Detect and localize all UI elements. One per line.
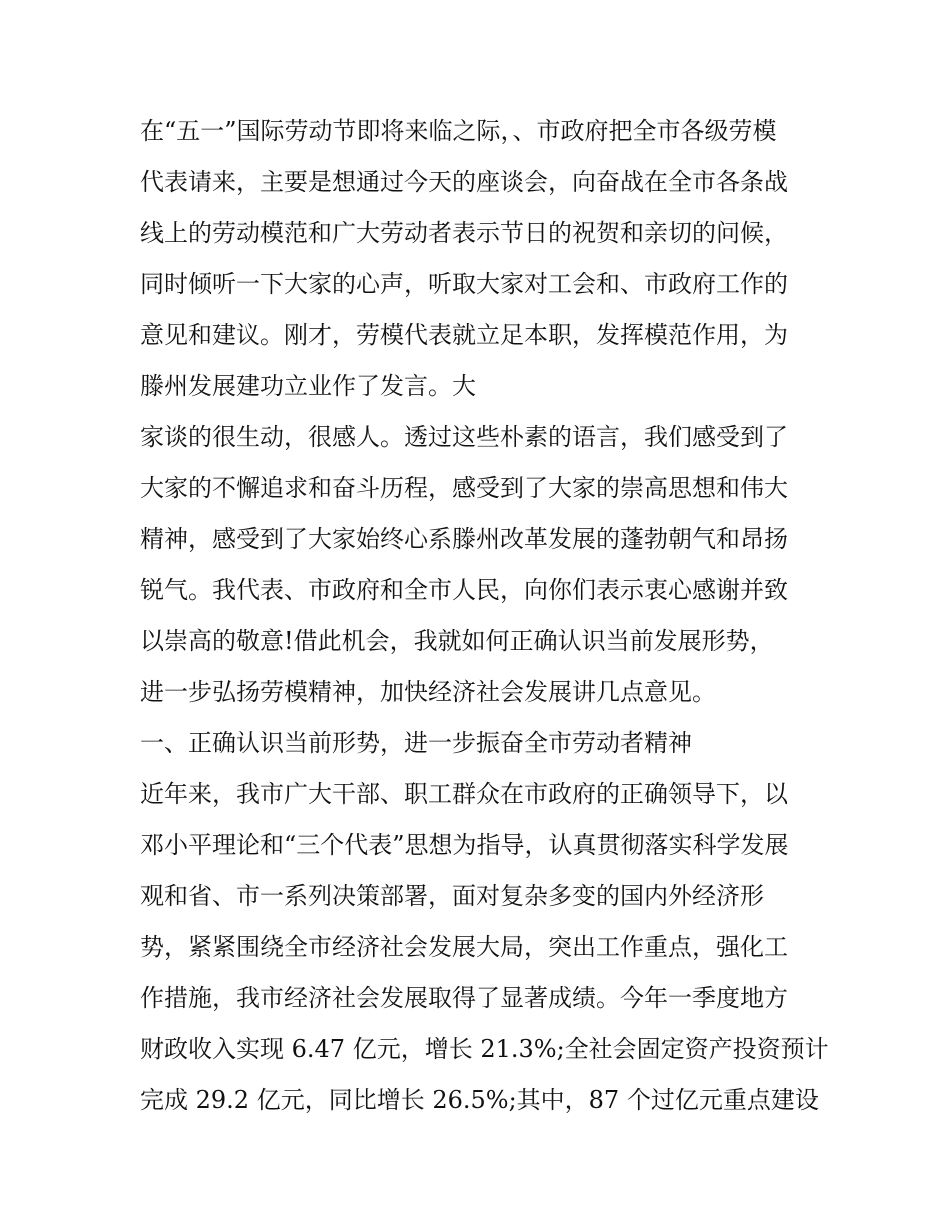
text-line: 代表请来，主要是想通过今天的座谈会，向奋战在全市各条战	[140, 168, 788, 196]
text-line: 精神，感受到了大家始终心系滕州改革发展的蓬勃朝气和昂扬	[140, 525, 788, 553]
text-line: 近年来，我市广大干部、职工群众在市政府的正确领导下，以	[140, 780, 788, 808]
text-line: 在“五一”国际劳动节即将来临之际，、市政府把全市各级劳模	[140, 117, 777, 145]
text-line: 同时倾听一下大家的心声，听取大家对工会和、市政府工作的	[140, 270, 788, 298]
text-line: 以崇高的敬意!借此机会，我就如何正确认识当前发展形势，	[140, 627, 774, 655]
text-line: 财政收入实现 6.47 亿元，增长 21.3%;全社会固定资产投资预计	[140, 1035, 829, 1063]
text-line: 观和省、市一系列决策部署，面对复杂多变的国内外经济形	[140, 882, 764, 910]
text-line: 势，紧紧围绕全市经济社会发展大局，突出工作重点，强化工	[140, 933, 788, 961]
text-line: 滕州发展建功立业作了发言。大	[140, 372, 476, 400]
text-line: 大家的不懈追求和奋斗历程，感受到了大家的崇高思想和伟大	[140, 474, 788, 502]
text-line: 进一步弘扬劳模精神，加快经济社会发展讲几点意见。	[140, 678, 716, 706]
body-text	[140, 106, 830, 1126]
section-heading: 一、正确认识当前形势，进一步振奋全市劳动者精神	[140, 729, 692, 757]
text-line: 意见和建议。刚才，劳模代表就立足本职，发挥模范作用，为	[140, 321, 788, 349]
text-line: 作措施，我市经济社会发展取得了显著成绩。今年一季度地方	[140, 984, 788, 1012]
text-line: 锐气。我代表、市政府和全市人民，向你们表示衷心感谢并致	[140, 576, 788, 604]
text-line: 家谈的很生动，很感人。透过这些朴素的语言，我们感受到了	[140, 423, 788, 451]
text-line: 完成 29.2 亿元，同比增长 26.5%;其中，87 个过亿元重点建设	[140, 1086, 819, 1114]
text-line: 邓小平理论和“三个代表”思想为指导，认真贯彻落实科学发展	[140, 831, 789, 859]
text-line: 线上的劳动模范和广大劳动者表示节日的祝贺和亲切的问候，	[140, 219, 788, 247]
